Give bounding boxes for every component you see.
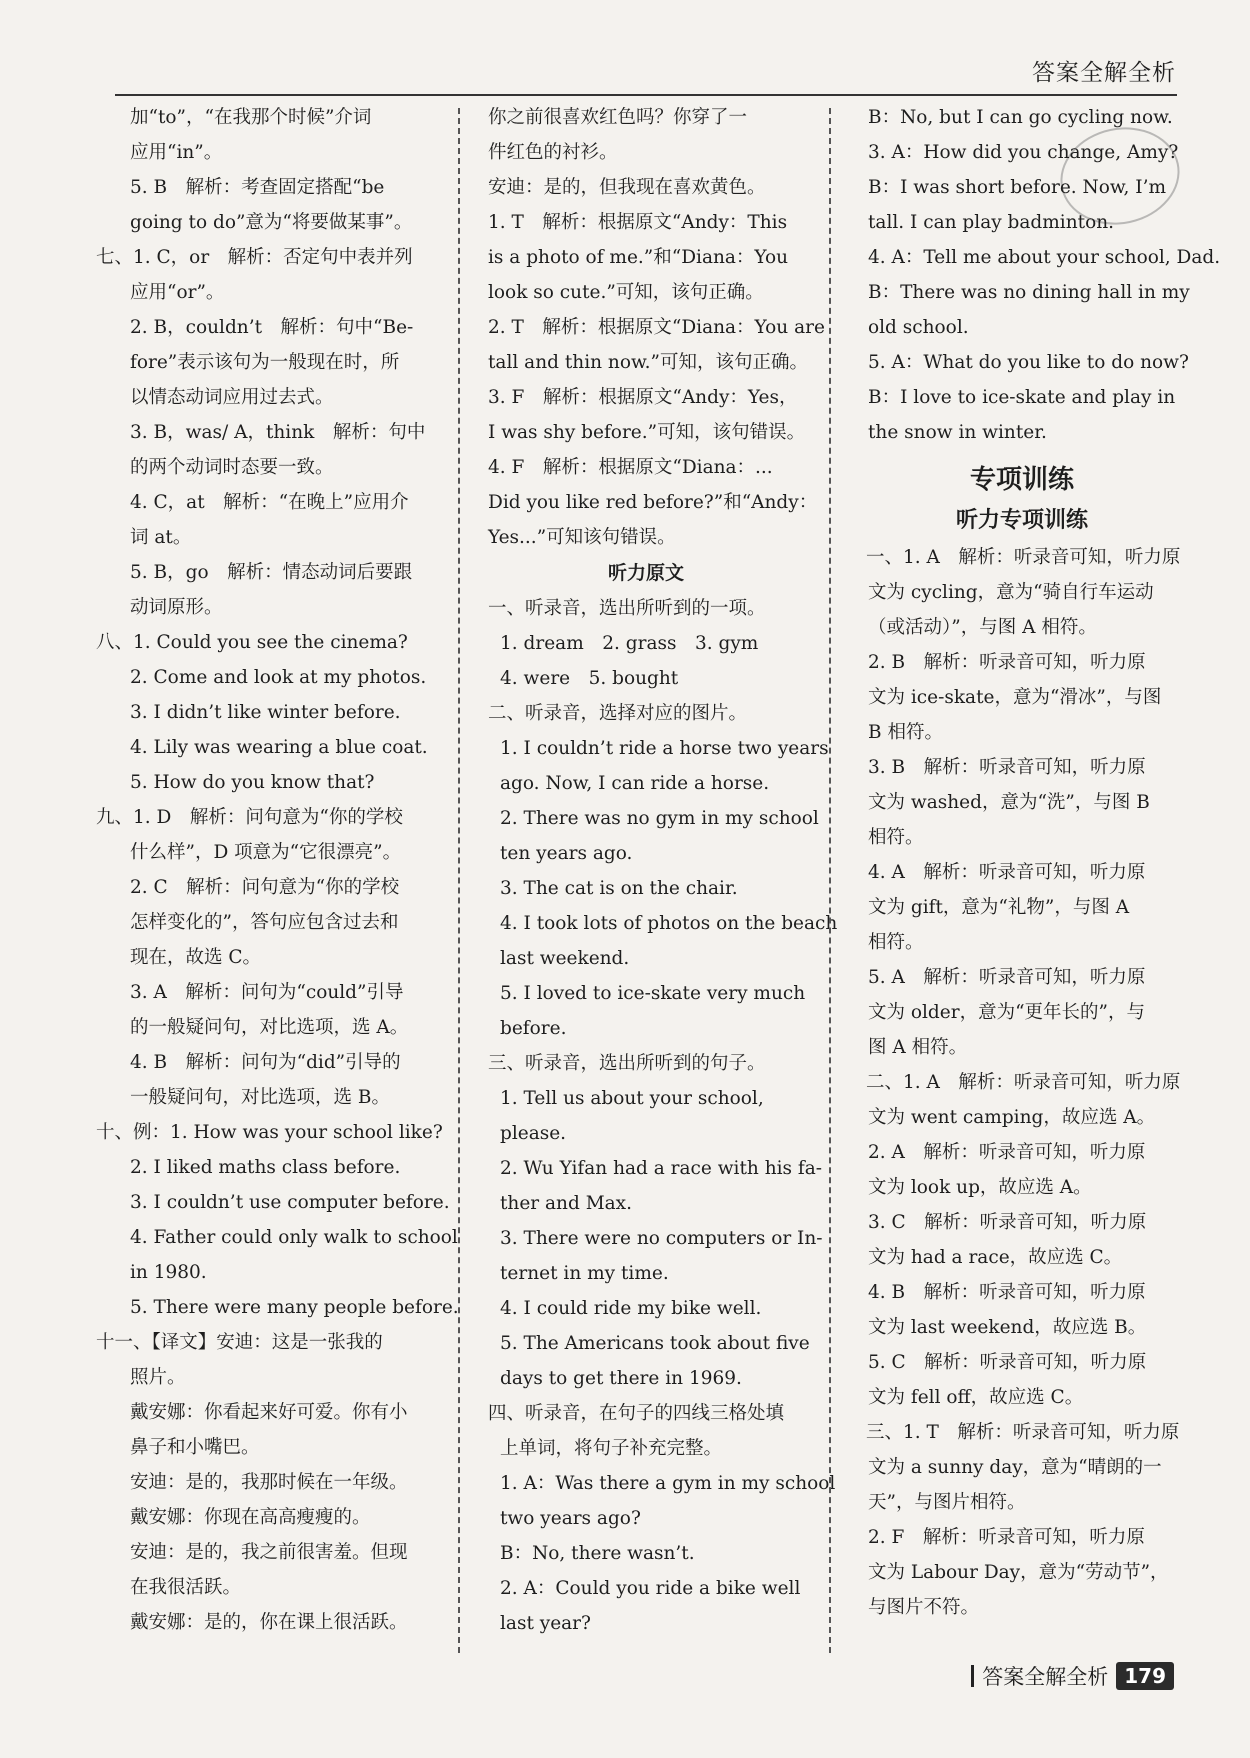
text-line: 在我很活跃。 — [130, 1577, 242, 1598]
column-divider — [458, 108, 460, 1653]
text-line: last weekend. — [500, 948, 630, 969]
text-line: 相符。 — [868, 932, 924, 953]
text-line: 照片。 — [130, 1367, 186, 1388]
text-line: 加“to”，“在我那个时候”介词 — [130, 107, 372, 128]
text-line: 应用“or”。 — [130, 282, 225, 303]
text-line: 现在，故选 C。 — [130, 947, 262, 968]
text-line: 文为 a sunny day，意为“晴朗的一 — [868, 1457, 1162, 1478]
text-line: old school. — [868, 317, 969, 338]
text-line: 文为 cycling，意为“骑自行车运动 — [868, 582, 1154, 603]
text-line: 5. How do you know that? — [130, 772, 375, 793]
text-line: 2. A：Could you ride a bike well — [500, 1578, 801, 1599]
text-line: 2. B 解析：听录音可知，听力原 — [868, 652, 1146, 673]
text-line: 4. A 解析：听录音可知，听力原 — [868, 862, 1146, 883]
text-line: 文为 washed，意为“洗”，与图 B — [868, 792, 1150, 813]
text-line: 3. F 解析：根据原文“Andy：Yes， — [488, 387, 798, 408]
text-line: 以情态动词应用过去式。 — [130, 387, 334, 408]
text-line: ther and Max. — [500, 1193, 632, 1214]
text-line: 八、1. Could you see the cinema? — [96, 632, 408, 653]
text-line: 1. I couldn’t ride a horse two years — [500, 738, 829, 759]
text-line: 安迪：是的，我那时候在一年级。 — [130, 1472, 408, 1493]
text-line: tall and thin now.”可知，该句正确。 — [488, 352, 808, 373]
text-line: ten years ago. — [500, 843, 633, 864]
column-right — [866, 100, 1221, 1625]
text-line: 的一般疑问句，对比选项，选 A。 — [130, 1017, 409, 1038]
text-line: please. — [500, 1123, 567, 1144]
text-line: 2. A 解析：听录音可知，听力原 — [868, 1142, 1146, 1163]
text-line: 天”，与图片相符。 — [868, 1492, 1026, 1513]
text-line: 怎样变化的”，答句应包含过去和 — [130, 912, 399, 933]
column-middle — [488, 100, 838, 1641]
text-line: 戴安娜：是的，你在课上很活跃。 — [130, 1612, 408, 1633]
text-line: B 相符。 — [868, 722, 943, 743]
text-line: Yes...”可知该句错误。 — [488, 527, 676, 548]
page-header-title: 答案全解全析 — [1032, 60, 1176, 86]
text-line: 3. The cat is on the chair. — [500, 878, 738, 899]
text-line: 什么样”，D 项意为“它很漂亮”。 — [130, 842, 402, 863]
text-line: 3. A：How did you change, Amy? — [868, 142, 1179, 163]
column-divider — [829, 108, 831, 1653]
text-line: the snow in winter. — [868, 422, 1047, 443]
text-line: 上单词，将句子补充完整。 — [500, 1438, 723, 1459]
text-line: B：No, there wasn’t. — [500, 1543, 695, 1564]
text-line: 十、例：1. How was your school like? — [96, 1122, 443, 1143]
text-line: 九、1. D 解析：问句意为“你的学校 — [96, 807, 403, 828]
text-line: 文为 had a race，故应选 C。 — [868, 1247, 1123, 1268]
text-line: 4. I took lots of photos on the beach — [500, 913, 838, 934]
text-line: 5. B 解析：考查固定搭配“be — [130, 177, 385, 198]
text-line: 4. F 解析：根据原文“Diana：... — [488, 457, 773, 478]
text-line: going to do”意为“将要做某事”。 — [130, 212, 413, 233]
text-line: 3. A 解析：问句为“could”引导 — [130, 982, 404, 1003]
text-line: fore”表示该句为一般现在时，所 — [130, 352, 400, 373]
text-line: 3. There were no computers or In- — [500, 1228, 823, 1249]
text-line: 5. There were many people before. — [130, 1297, 459, 1318]
text-line: look so cute.”可知，该句正确。 — [488, 282, 764, 303]
text-line: 十一、【译文】安迪：这是一张我的 — [96, 1332, 383, 1353]
text-line: in 1980. — [130, 1262, 207, 1283]
text-line: ternet in my time. — [500, 1263, 669, 1284]
text-line: 三、1. T 解析：听录音可知，听力原 — [866, 1422, 1180, 1443]
section-heading: 听力专项训练 — [955, 508, 1088, 533]
footer-label: 答案全解全析 — [982, 1665, 1109, 1689]
text-line: 3. I didn’t like winter before. — [130, 702, 401, 723]
header-rule — [115, 94, 1177, 96]
text-line: 文为 last weekend，故应选 B。 — [868, 1317, 1147, 1338]
text-line: 文为 Labour Day，意为“劳动节”， — [868, 1562, 1169, 1583]
text-line: 5. I loved to ice-skate very much — [500, 983, 806, 1004]
text-line: 七、1. C，or 解析：否定句中表并列 — [96, 247, 413, 268]
text-line: 3. I couldn’t use computer before. — [130, 1192, 450, 1213]
text-line: 图 A 相符。 — [868, 1037, 968, 1058]
text-line: 词 at。 — [130, 527, 192, 548]
text-line: 戴安娜：你看起来好可爱。你有小 — [130, 1402, 408, 1423]
page-number: 179 — [1116, 1662, 1174, 1690]
text-line: 2. Wu Yifan had a race with his fa- — [500, 1158, 823, 1179]
text-line: 5. The Americans took about five — [500, 1333, 810, 1354]
text-line: 4. were 5. bought — [500, 668, 679, 689]
text-line: 戴安娜：你现在高高瘦瘦的。 — [130, 1507, 371, 1528]
text-line: before. — [500, 1018, 567, 1039]
text-line: 1. A：Was there a gym in my school — [500, 1473, 836, 1494]
text-line: 2. C 解析：问句意为“你的学校 — [130, 877, 400, 898]
text-line: 3. C 解析：听录音可知，听力原 — [868, 1212, 1147, 1233]
text-line: 一、听录音，选出所听到的一项。 — [488, 598, 766, 619]
text-line: 5. A 解析：听录音可知，听力原 — [868, 967, 1146, 988]
text-line: ago. Now, I can ride a horse. — [500, 773, 770, 794]
page-footer — [971, 1658, 1174, 1694]
text-line: 5. C 解析：听录音可知，听力原 — [868, 1352, 1147, 1373]
text-line: 4. Lily was wearing a blue coat. — [130, 737, 428, 758]
text-line: 文为 fell off，故应选 C。 — [868, 1387, 1084, 1408]
text-line: 1. dream 2. grass 3. gym — [500, 633, 759, 654]
text-line: 文为 look up，故应选 A。 — [868, 1177, 1092, 1198]
text-line: 与图片不符。 — [868, 1597, 980, 1618]
text-line: 文为 older，意为“更年长的”，与 — [868, 1002, 1145, 1023]
text-line: 鼻子和小嘴巴。 — [130, 1437, 260, 1458]
text-line: Did you like red before?”和“Andy： — [488, 492, 818, 513]
text-line: B：There was no dining hall in my — [868, 282, 1190, 303]
text-line: 一、1. A 解析：听录音可知，听力原 — [866, 547, 1181, 568]
text-line: 4. Father could only walk to school — [130, 1227, 458, 1248]
section-heading: 听力原文 — [607, 562, 684, 584]
text-line: 安迪：是的，我之前很害羞。但现 — [130, 1542, 408, 1563]
text-line: B：I love to ice-skate and play in — [868, 387, 1176, 408]
text-line: 2. I liked maths class before. — [130, 1157, 401, 1178]
text-line: 1. Tell us about your school, — [500, 1088, 764, 1109]
section-heading: 专项训练 — [969, 465, 1074, 495]
text-line: days to get there in 1969. — [500, 1368, 742, 1389]
text-line: 文为 ice-skate，意为“滑冰”，与图 — [868, 687, 1162, 708]
text-line: 4. C，at 解析：“在晚上”应用介 — [130, 492, 409, 513]
text-line: B：I was short before. Now, I’m — [868, 177, 1167, 198]
text-line: 4. B 解析：问句为“did”引导的 — [130, 1052, 401, 1073]
text-line: 的两个动词时态要一致。 — [130, 457, 334, 478]
text-line: 二、听录音，选择对应的图片。 — [488, 703, 748, 724]
text-line: 5. B，go 解析：情态动词后要跟 — [130, 562, 413, 583]
text-line: 2. F 解析：听录音可知，听力原 — [868, 1527, 1145, 1548]
text-line: 你之前很喜欢红色吗？你穿了一 — [488, 107, 748, 128]
text-line: 动词原形。 — [130, 597, 223, 618]
text-line: 4. A：Tell me about your school, Dad. — [868, 247, 1221, 268]
text-line: 件红色的衬衫。 — [488, 142, 618, 163]
text-line: 2. Come and look at my photos. — [130, 667, 427, 688]
text-line: tall. I can play badminton. — [868, 212, 1115, 233]
text-line: last year? — [500, 1613, 591, 1634]
text-line: 3. B 解析：听录音可知，听力原 — [868, 757, 1146, 778]
text-line: two years ago? — [500, 1508, 641, 1529]
text-line: 3. B，was/ A，think 解析：句中 — [130, 422, 426, 443]
text-line: 安迪：是的，但我现在喜欢黄色。 — [488, 177, 766, 198]
text-line: 4. I could ride my bike well. — [500, 1298, 762, 1319]
text-line: 应用“in”。 — [130, 142, 223, 163]
text-line: 三、听录音，选出所听到的句子。 — [488, 1053, 766, 1074]
text-line: 2. T 解析：根据原文“Diana：You are — [488, 317, 825, 338]
text-line: （或活动）”，与图 A 相符。 — [868, 617, 1097, 638]
column-left — [96, 100, 459, 1640]
text-line: 文为 went camping，故应选 A。 — [868, 1107, 1156, 1128]
footer-bar — [971, 1665, 974, 1687]
text-line: 相符。 — [868, 827, 924, 848]
text-line: 4. B 解析：听录音可知，听力原 — [868, 1282, 1146, 1303]
text-line: is a photo of me.”和“Diana：You — [488, 247, 789, 268]
text-line: I was shy before.”可知，该句错误。 — [488, 422, 806, 443]
text-line: 文为 gift，意为“礼物”，与图 A — [868, 897, 1130, 918]
text-line: 2. B，couldn’t 解析：句中“Be- — [130, 317, 414, 338]
text-line: 二、1. A 解析：听录音可知，听力原 — [866, 1072, 1181, 1093]
text-line: 四、听录音，在句子的四线三格处填 — [488, 1403, 785, 1424]
text-line: B：No, but I can go cycling now. — [868, 107, 1173, 128]
text-line: 一般疑问句，对比选项，选 B。 — [130, 1087, 390, 1108]
text-line: 2. There was no gym in my school — [500, 808, 819, 829]
text-line: 5. A：What do you like to do now? — [868, 352, 1189, 373]
text-line: 1. T 解析：根据原文“Andy：This — [488, 212, 788, 233]
